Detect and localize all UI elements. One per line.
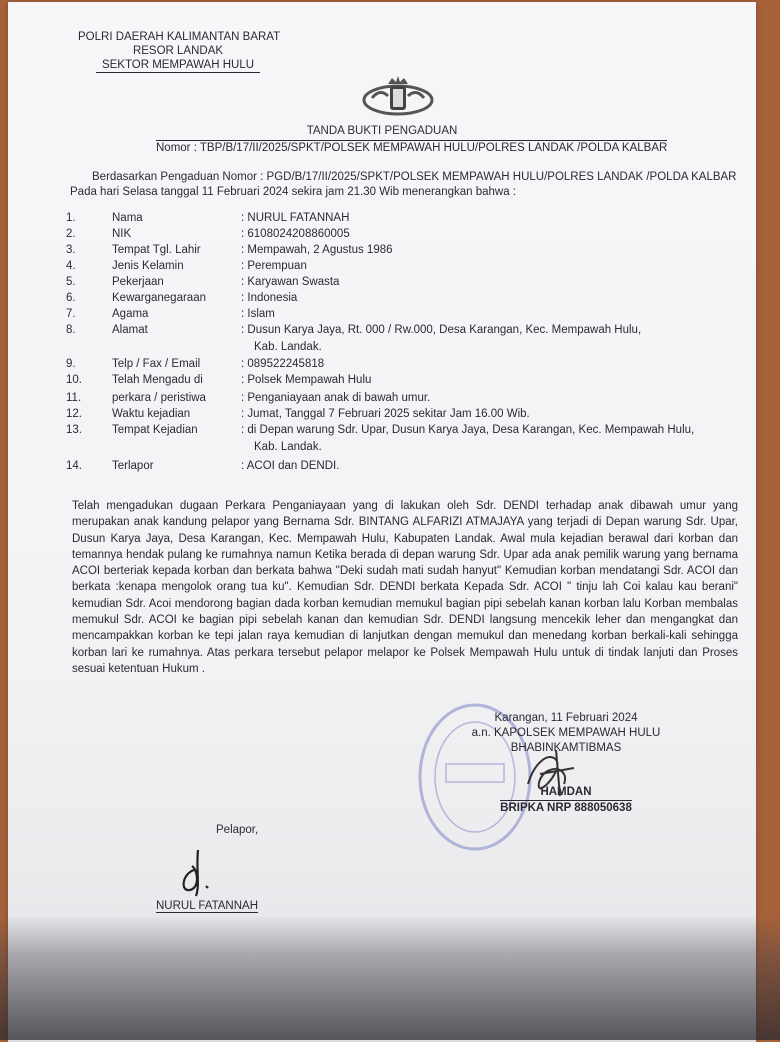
field-label: Terlapor xyxy=(112,460,154,472)
field-number: 2. xyxy=(66,228,76,240)
field-value: : Islam xyxy=(241,308,275,320)
field-value: : Jumat, Tanggal 7 Februari 2025 sekitar Jam 16.00 Wib. xyxy=(241,408,530,420)
signature-role: BHABINKAMTIBMAS xyxy=(510,742,622,754)
letterhead xyxy=(78,30,281,73)
field-value-continuation: Kab. Landak. xyxy=(254,441,322,453)
intro-line-2: Pada hari Selasa tanggal 11 Februari 2024 sekira jam 21.30 Wib menerangkan bahwa : xyxy=(70,186,517,198)
field-number: 7. xyxy=(66,308,76,320)
field-number: 8. xyxy=(66,324,76,336)
field-value: : 6108024208860005 xyxy=(241,228,350,240)
officer-nrp: BRIPKA NRP 888050638 xyxy=(500,802,632,814)
reporter-handwritten-signature-icon xyxy=(176,840,226,900)
field-number: 5. xyxy=(66,276,76,288)
police-emblem-icon xyxy=(358,74,438,118)
field-value: : Penganiayaan anak di bawah umur. xyxy=(241,392,431,404)
field-label: Agama xyxy=(112,308,149,320)
photo-shadow xyxy=(0,915,780,1040)
document-page xyxy=(8,2,756,1042)
field-value: : Perempuan xyxy=(241,260,307,272)
field-value: : Indonesia xyxy=(241,292,298,304)
reporter-signature-block xyxy=(156,824,271,912)
field-number: 13. xyxy=(66,424,82,436)
field-number: 1. xyxy=(66,212,76,224)
letterhead-line-3: SEKTOR MEMPAWAH HULU xyxy=(96,58,260,73)
field-value: : Mempawah, 2 Agustus 1986 xyxy=(241,244,393,256)
intro-text xyxy=(70,170,736,200)
officer-handwritten-signature-icon xyxy=(520,744,580,800)
field-label: Alamat xyxy=(112,324,148,336)
intro-line-1: Berdasarkan Pengaduan Nomor : PGD/B/17/II/2025/SPKT/POLSEK MEMPAWAH HULU/POLRES LANDAK /POLDA KALBAR xyxy=(92,171,737,183)
field-label: Tempat Tgl. Lahir xyxy=(112,244,201,256)
field-value: : ACOI dan DENDI. xyxy=(241,460,340,472)
field-label: perkara / peristiwa xyxy=(112,392,206,404)
field-number: 10. xyxy=(66,374,82,386)
letterhead-line-2: RESOR LANDAK xyxy=(132,45,224,57)
field-value: : di Depan warung Sdr. Upar, Dusun Karya Jaya, Desa Karangan, Kec. Mempawah Hulu, xyxy=(241,424,695,436)
field-label: Telp / Fax / Email xyxy=(112,358,201,370)
field-label: NIK xyxy=(112,228,132,240)
field-label: Nama xyxy=(112,212,143,224)
reporter-name: NURUL FATANNAH xyxy=(156,900,259,912)
field-value: : Karyawan Swasta xyxy=(241,276,340,288)
officer-name: HAMDAN xyxy=(540,786,592,798)
field-label: Kewarganegaraan xyxy=(112,292,206,304)
field-value: : NURUL FATANNAH xyxy=(241,212,350,224)
field-number: 11. xyxy=(66,392,82,404)
reporter-label: Pelapor, xyxy=(216,824,259,836)
field-number: 9. xyxy=(66,358,76,370)
field-value-continuation: Kab. Landak. xyxy=(254,341,322,353)
signature-place-date: Karangan, 11 Februari 2024 xyxy=(494,712,638,724)
document-title: TANDA BUKTI PENGADUAN xyxy=(306,125,458,137)
field-label: Pekerjaan xyxy=(112,276,164,288)
field-value: : 089522245818 xyxy=(241,358,325,370)
complaint-paragraph: Telah mengadukan dugaan Perkara Penganiayaan yang di lakukan oleh Sdr. DENDI terhadap anak dibawah umur yang merupakan anak kandung pelapor yang Bernama Sdr. BINTANG ALFARIZI ATMAJAYA yang terjadi di Depan warung Sdr. Upar, Dusun Karya Jaya, Desa Karangan, Kec. Mempawah Hulu, Kabupaten Landak. Awal mula kejadian berawal dari korban dan temannya hendak pulang ke rumahnya namun Ketika berada di depan warung Sdr. Upar ada anak pemilik warung yang bernama ACOI berteriak kepada korban dan berkata bahwa "Deki sudah mati sudah hanyut" Kemudian korban mendatangi Sdr. ACOI dan berkata :kenapa mengolok orang tua ku". Kemudian Sdr. DENDI berkata Kepada Sdr. ACOI " tinju lah Coi kalau kau berani" kemudian Sdr. Acoi mendorong bagian dada korban kemudian memukul bagian pipi sebelah kanan korban lalu Korban membalas memukul Sdr. ACOI ke bagian pipi sebelah kanan dan kemudian Sdr. DENDI langsung mencekik leher dan mengangkat dan mencampakkan korban ke tepi jalan raya kemudian di lanjutkan dengan memukul dan menedang korban berkali-kali sehingga korban lari ke rumahnya. Atas perkara tersebut pelapor melapor ke Polsek Mempawah Hulu untuk di tindak lanjuti dan Proses sesuai ketentuan Hukum . xyxy=(72,500,738,675)
field-label: Waktu kejadian xyxy=(112,408,191,420)
field-number: 4. xyxy=(66,260,76,272)
field-number: 3. xyxy=(66,244,76,256)
field-value: : Dusun Karya Jaya, Rt. 000 / Rw.000, Desa Karangan, Kec. Mempawah Hulu, xyxy=(241,324,642,336)
document-number: Nomor : TBP/B/17/II/2025/SPKT/POLSEK MEMPAWAH HULU/POLRES LANDAK /POLDA KALBAR xyxy=(156,142,668,154)
signature-on-behalf: a.n. KAPOLSEK MEMPAWAH HULU xyxy=(471,727,661,739)
field-label: Tempat Kejadian xyxy=(112,424,198,436)
field-number: 6. xyxy=(66,292,76,304)
field-label: Jenis Kelamin xyxy=(112,260,184,272)
field-value: : Polsek Mempawah Hulu xyxy=(241,374,372,386)
field-label: Telah Mengadu di xyxy=(112,374,203,386)
letterhead-line-1: POLRI DAERAH KALIMANTAN BARAT xyxy=(78,31,281,43)
field-number: 14. xyxy=(66,460,82,472)
field-number: 12. xyxy=(66,408,82,420)
